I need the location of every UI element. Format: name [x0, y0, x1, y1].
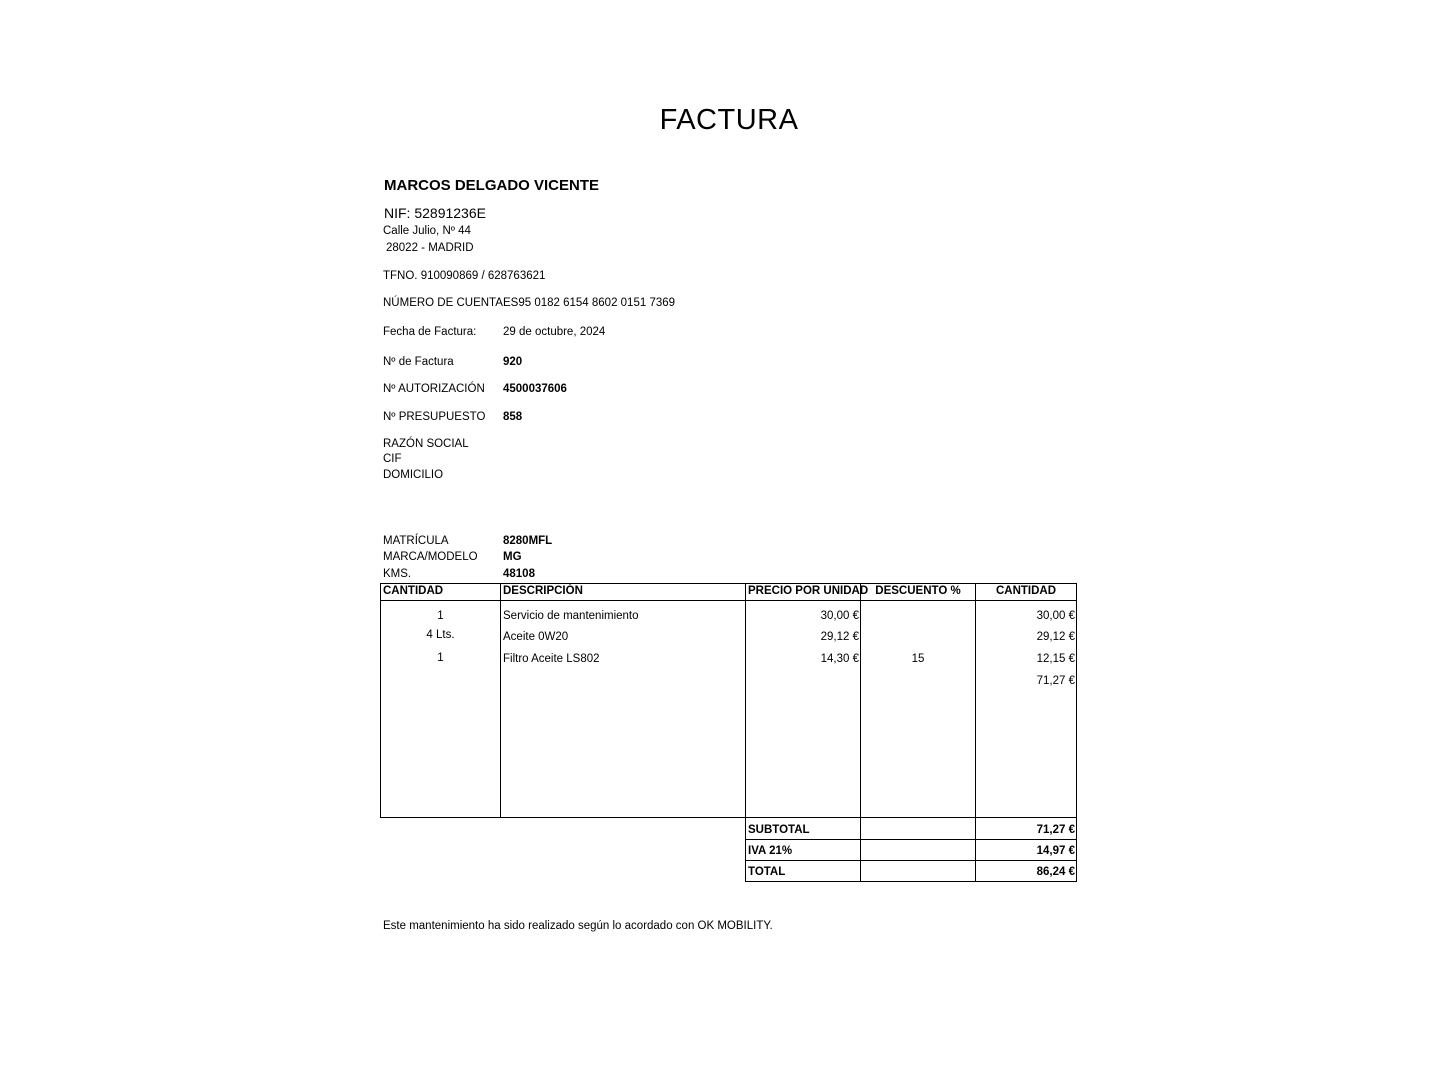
cif-label: CIF	[383, 453, 402, 465]
document-title: FACTURA	[659, 104, 799, 136]
issuer-nif: NIF: 52891236E	[384, 205, 486, 221]
header-cantidad: CANTIDAD	[383, 585, 444, 597]
razon-social-label: RAZÓN SOCIAL	[383, 438, 469, 450]
column-total: 71,27 €	[1036, 675, 1075, 687]
invoice-date-value: 29 de octubre, 2024	[503, 326, 606, 338]
marca-modelo-label: MARCA/MODELO	[383, 551, 478, 563]
header-descripcion: DESCRIPCIÓN	[503, 585, 583, 597]
issuer-address-line2: 28022 - MADRID	[386, 242, 474, 254]
table-row-2-desc: Aceite 0W20	[503, 631, 569, 643]
iva-label: IVA 21%	[748, 845, 793, 857]
issuer-phone: TFNO. 910090869 / 628763621	[383, 270, 546, 282]
header-cantidad-total: CANTIDAD	[995, 585, 1057, 597]
issuer-address-line1: Calle Julio, Nº 44	[383, 225, 471, 237]
total-label: TOTAL	[748, 866, 786, 878]
table-row-1-price: 30,00 €	[820, 610, 859, 622]
invoice-number-label: Nº de Factura	[383, 356, 454, 368]
issuer-name: MARCOS DELGADO VICENTE	[384, 177, 600, 194]
marca-modelo-value: MG	[503, 551, 522, 563]
invoice-date-label: Fecha de Factura:	[383, 326, 477, 338]
header-descuento: DESCUENTO %	[875, 585, 961, 597]
table-row-3-amount: 12,15 €	[1036, 653, 1075, 665]
table-row-1-amount: 30,00 €	[1036, 610, 1075, 622]
account-label: NÚMERO DE CUENTA:	[383, 297, 507, 309]
table-row-3-desc: Filtro Aceite LS802	[503, 653, 600, 665]
table-row-2-qty: 4 Lts.	[426, 629, 455, 641]
budget-value: 858	[503, 411, 523, 423]
table-row-2-amount: 29,12 €	[1036, 631, 1075, 643]
matricula-label: MATRÍCULA	[383, 535, 449, 547]
invoice-number-value: 920	[503, 356, 523, 368]
table-row-3-price: 14,30 €	[820, 653, 859, 665]
subtotal-label: SUBTOTAL	[748, 824, 810, 836]
matricula-value: 8280MFL	[503, 535, 553, 547]
table-row-3-discount: 15	[911, 653, 925, 665]
header-precio-unidad: PRECIO POR UNIDAD	[748, 585, 869, 597]
authorization-label: Nº AUTORIZACIÓN	[383, 383, 485, 395]
iva-value: 14,97 €	[1036, 845, 1075, 857]
table-row-3-qty: 1	[437, 652, 444, 664]
account-value: ES95 0182 6154 8602 0151 7369	[503, 297, 676, 309]
budget-label: Nº PRESUPUESTO	[383, 411, 486, 423]
table-row-1-desc: Servicio de mantenimiento	[503, 610, 639, 622]
table-row-2-price: 29,12 €	[820, 631, 859, 643]
kms-value: 48108	[503, 568, 535, 580]
footer-note: Este mantenimiento ha sido realizado según lo acordado con OK MOBILITY.	[383, 920, 773, 932]
authorization-value: 4500037606	[503, 383, 567, 395]
kms-label: KMS.	[383, 568, 412, 580]
table-row-1-qty: 1	[437, 610, 444, 622]
domicilio-label: DOMICILIO	[383, 469, 444, 481]
total-value: 86,24 €	[1036, 866, 1075, 878]
subtotal-value: 71,27 €	[1036, 824, 1075, 836]
